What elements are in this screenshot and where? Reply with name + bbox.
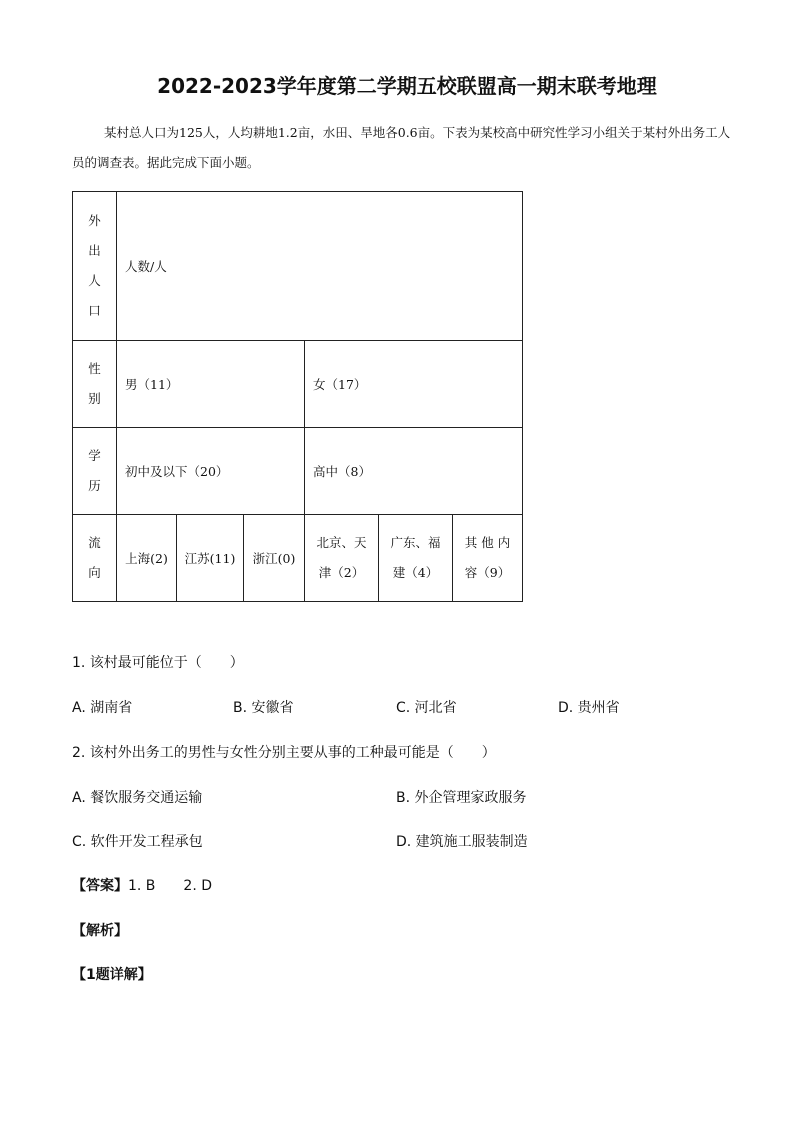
q1-option-a: A. 湖南省	[72, 700, 133, 716]
q1-option-c: C. 河北省	[396, 700, 457, 716]
table-row	[73, 192, 523, 341]
cell-line: 建（4）	[392, 565, 439, 580]
row-label-education	[73, 428, 117, 515]
label-char: 流	[88, 535, 101, 550]
answer-text: 1. B 2. D	[128, 878, 212, 894]
label-char: 向	[88, 565, 101, 580]
cell-dest-jiangsu: 江苏(11)	[177, 515, 244, 602]
label-char: 别	[88, 391, 101, 406]
cell-dest-guangdong	[379, 515, 453, 602]
cell-line: 其 他 内	[464, 535, 511, 550]
cell-male: 男（11）	[117, 341, 305, 428]
analysis-heading: 【解析】	[72, 923, 128, 939]
label-char: 口	[88, 303, 101, 318]
q2-option-a: A. 餐饮服务交通运输	[72, 790, 203, 806]
cell-dest-beijing	[305, 515, 379, 602]
q2-option-c: C. 软件开发工程承包	[72, 834, 203, 850]
survey-table	[72, 191, 523, 602]
cell-dest-other	[453, 515, 523, 602]
answer-line	[72, 875, 212, 895]
q2-option-b: B. 外企管理家政服务	[396, 790, 527, 806]
cell-female: 女（17）	[305, 341, 523, 428]
label-char: 外	[88, 213, 101, 228]
cell-line: 容（9）	[464, 565, 511, 580]
cell-line: 津（2）	[318, 565, 365, 580]
question-2-stem: 2. 该村外出务工的男性与女性分别主要从事的工种最可能是（ ）	[72, 745, 496, 761]
label-char: 性	[88, 361, 101, 376]
page-title: 2022-2023学年度第二学期五校联盟高一期末联考地理	[157, 74, 657, 98]
label-char: 出	[88, 243, 101, 258]
q2-option-d: D. 建筑施工服装制造	[396, 834, 528, 850]
label-char: 学	[88, 448, 101, 463]
cell-edu-low: 初中及以下（20）	[117, 428, 305, 515]
cell-dest-shanghai: 上海(2)	[117, 515, 177, 602]
q1-option-d: D. 贵州省	[558, 700, 620, 716]
row-label-destination	[73, 515, 117, 602]
table-row	[73, 428, 523, 515]
cell-line: 广东、福	[390, 535, 441, 550]
answer-tag: 【答案】	[72, 878, 128, 894]
row-label-gender	[73, 341, 117, 428]
table-row	[73, 515, 523, 602]
cell-line: 北京、天	[316, 535, 367, 550]
detail-heading: 【1题详解】	[72, 967, 152, 983]
cell-edu-high: 高中（8）	[305, 428, 523, 515]
q1-option-b: B. 安徽省	[233, 700, 294, 716]
cell-count-header: 人数/人	[117, 192, 523, 341]
table-row	[73, 341, 523, 428]
question-1-stem: 1. 该村最可能位于（ ）	[72, 655, 244, 671]
cell-dest-zhejiang: 浙江(0)	[244, 515, 305, 602]
label-char: 历	[88, 478, 101, 493]
intro-paragraph: 某村总人口为125人，人均耕地1.2亩，水田、旱地各0.6亩。下表为某校高中研究性学习小组关于某村外出务工人员的调查表。据此完成下面小题。	[72, 125, 731, 170]
row-label-outflow	[73, 192, 117, 341]
label-char: 人	[88, 273, 101, 288]
